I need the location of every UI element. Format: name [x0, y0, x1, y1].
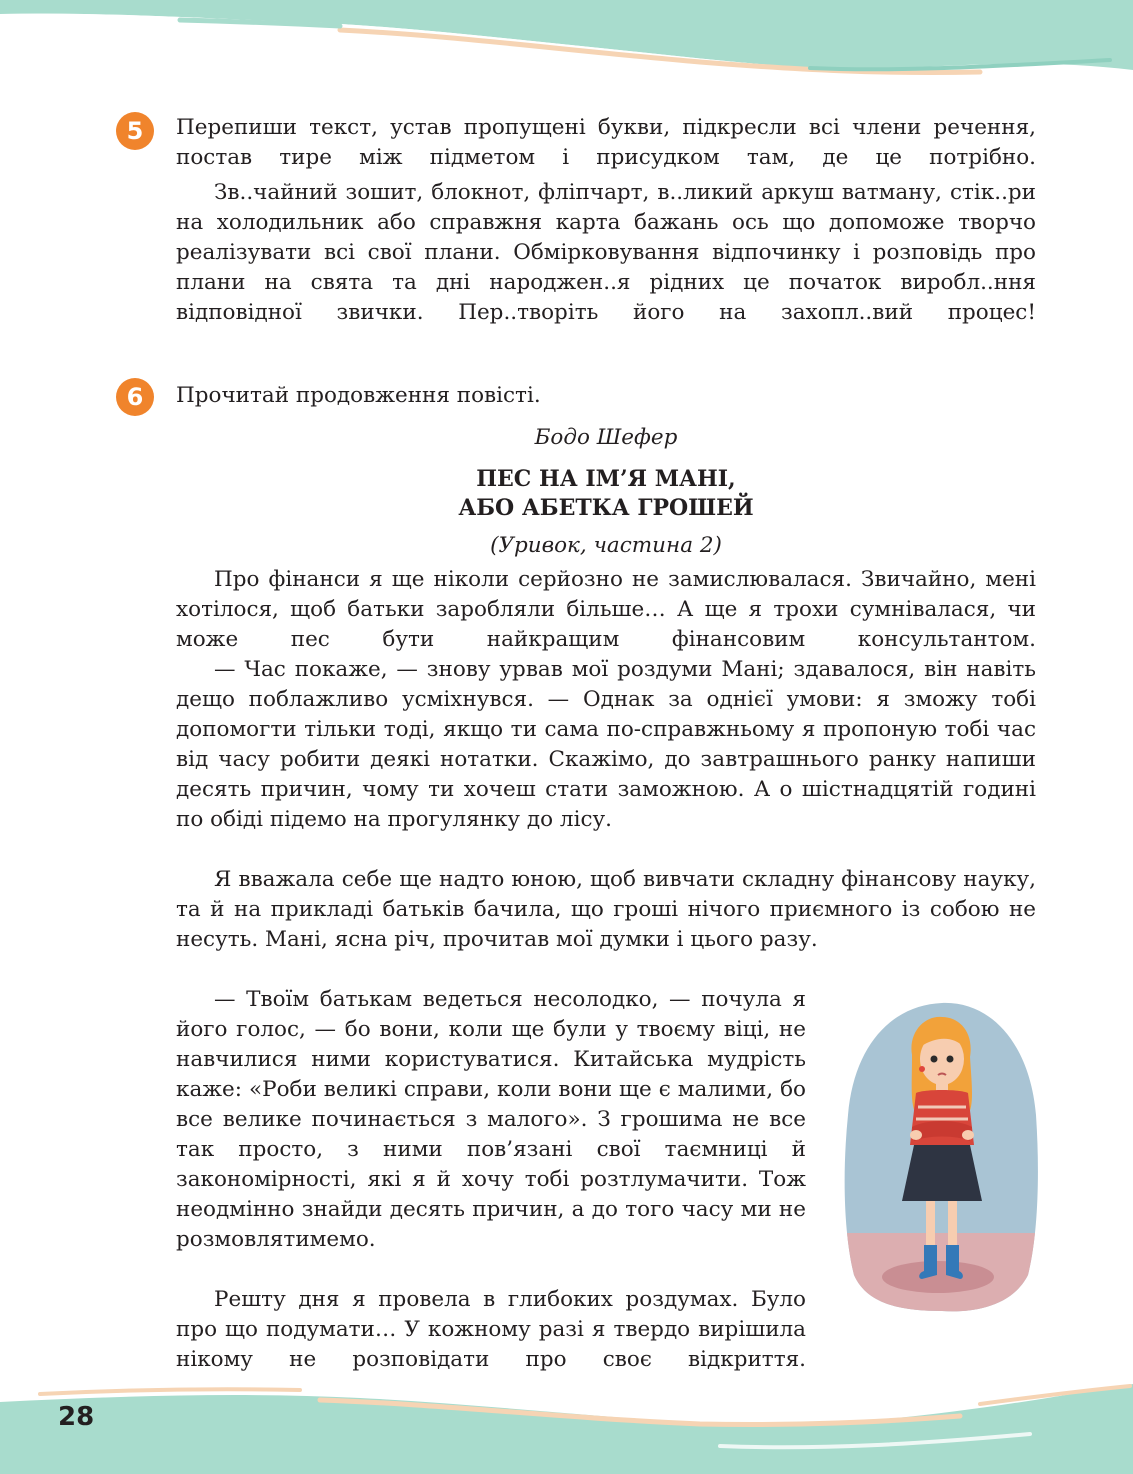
author-name: Бодо Шефер: [534, 425, 678, 450]
story-paragraph: Про фінанси я ще ніколи серйозно не замислювалася. Звичайно, мені хотілося, щоб батьки заробляли більше… А ще я трохи сумнівалася, чи може пес бути найкращим фінансовим консультантом.: [176, 567, 1036, 652]
exercise-6-task: Прочитай продовження повісті.: [176, 383, 541, 408]
story-paragraph: — Твоїм батькам ведеться несолодко, — почула я його голос, — бо вони, коли ще були у твоєму віці, не навчилися ними користуватися. Китайська мудрість каже: «Роби великі справи, коли вони ще є малими, бо все велике починається з малого». З грошима не все так просто, з ними пов’язані свої таємниці й закономірності, які я й хочу тобі розтлумачити. Тож неодмінно знайди десять причин, а до того часу ми не розмовлятимемо.: [176, 987, 806, 1252]
story-paragraph: Я вважала себе ще надто юною, щоб вивчати складну фінансову науку, та й на прикладі батьків бачила, що гроші нічого приємного із собою не несуть. Мані, ясна річ, прочитав мої думки і цього разу.: [176, 867, 1036, 952]
page-number: 28: [58, 1402, 95, 1432]
story-paragraph: — Час покаже, — знову урвав мої роздуми Мані; здавалося, він навіть дещо поблажливо усміхнувся. — Однак за однієї умови: я зможу тобі допомогти тільки тоді, якщо ти сама по-справжньому я пропоную тобі час від часу робити деякі нотатки. Скажімо, до завтрашнього ранку напиши десять причин, чому ти хочеш стати заможною. А о шістнадцятій годині по обіді підемо на прогулянку до лісу.: [176, 657, 1036, 832]
bottom-wave-decoration-icon: [0, 1360, 1133, 1474]
exercise-5-text: Зв..чайний зошит, блокнот, фліпчарт, в..ликий аркуш ватману, стік..ри на холодильник або справжня карта бажань ось що допоможе творчо реалізувати всі свої плани. Обмірковування відпочинку і розповідь про плани на свята та дні народжен..я рідних це початок виробл..ння відповідної звички. Пер..творіть його на захопл..вий процес!: [176, 180, 1036, 325]
top-wave-decoration-icon: [0, 0, 1133, 90]
story-paragraph: Решту дня я провела в глибоких роздумах. Було про що подумати… У кожному разі я твердо вирішила нікому не розповідати про своє відкриття.: [176, 1287, 806, 1372]
story-subtitle: (Уривок, частина 2): [490, 533, 722, 558]
exercise-5-task: Перепиши текст, устав пропущені букви, підкресли всі члени речення, постав тире між підметом і присудком там, де це потрібно.: [176, 115, 1036, 170]
exercise-number-badge: 5: [116, 112, 154, 150]
exercise-number-badge: 6: [116, 378, 154, 416]
story-title-line-2: АБО АБЕТКА ГРОШЕЙ: [458, 495, 754, 521]
girl-illustration-icon: [842, 995, 1042, 1315]
story-title-line-1: ПЕС НА ІМ’Я МАНІ,: [476, 466, 736, 492]
